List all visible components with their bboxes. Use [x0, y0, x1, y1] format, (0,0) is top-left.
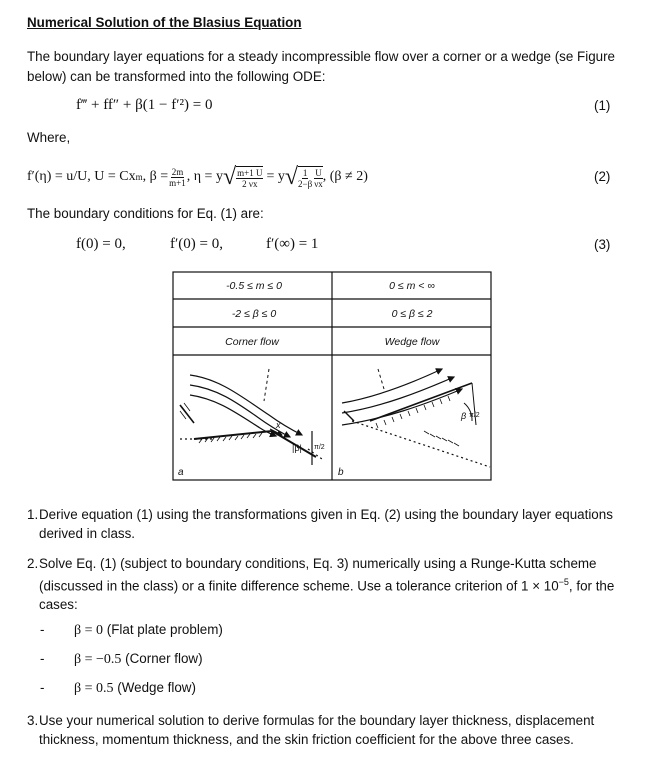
case-dash: -	[40, 622, 45, 637]
question-2-exponent: −5	[558, 577, 569, 587]
equation-1-number: (1)	[594, 98, 611, 113]
bc-label: The boundary conditions for Eq. (1) are:	[27, 206, 264, 221]
sqrt2-f1-den: 2−β	[298, 178, 313, 189]
question-3-text: Use your numerical solution to derive formulas for the boundary layer thickness, displacement thickness, momentum thickness, and the skin friction coefficient for the above three cases.	[39, 713, 595, 747]
case-item	[0, 680, 667, 700]
question-2-number: 2.	[27, 556, 39, 571]
where-label: Where,	[27, 130, 71, 145]
x-axis-label: x	[276, 420, 281, 430]
beta-fraction	[169, 167, 186, 188]
equation-3-bc3: f′(∞) = 1	[266, 236, 319, 252]
sqrt1-den: 2 νx	[242, 178, 258, 189]
left-range-beta: -2 ≤ β ≤ 0	[231, 308, 277, 320]
case-dash: -	[40, 651, 45, 666]
sqrt2-f2-den: νx	[314, 178, 323, 189]
intro-paragraph: The boundary layer equations for a steady incompressible flow over a corner or a wedge (se Figure below) can be transformed into the following ODE:	[27, 49, 616, 84]
wedge-flow-caption: Wedge flow	[384, 336, 440, 348]
sqrt1-num: m+1 U	[237, 167, 263, 178]
eq2-part4: , (β ≠ 2)	[322, 169, 368, 184]
case-desc: (Corner flow)	[125, 651, 203, 666]
case-desc: (Flat plate problem)	[106, 622, 223, 637]
beta-fraction-num: 2m	[171, 166, 184, 177]
left-range-m: -0.5 ≤ m ≤ 0	[226, 280, 282, 292]
right-range-m: 0 ≤ m < ∞	[389, 280, 435, 292]
case-text	[74, 622, 223, 639]
equation-3-number: (3)	[594, 237, 611, 252]
equation-2	[27, 160, 368, 194]
question-2	[27, 554, 627, 614]
equation-3-bc2: f′(0) = 0,	[170, 236, 223, 252]
case-text	[74, 680, 196, 697]
left-pi-half: π/2	[314, 444, 325, 451]
eq2-part1: f′(η) = u/U, U = Cx	[27, 169, 136, 184]
equation-3-bc1: f(0) = 0,	[76, 236, 126, 252]
case-desc: (Wedge flow)	[117, 680, 196, 695]
case-beta: β = 0	[74, 623, 104, 638]
table-grid	[173, 272, 491, 480]
wedge-flow-diagram	[342, 369, 490, 467]
eq2-part3: , η = y	[186, 169, 223, 184]
question-1-text: Derive equation (1) using the transformations given in Eq. (2) using the boundary layer equations derived in class.	[39, 507, 613, 541]
case-beta: β = 0.5	[74, 681, 114, 696]
corner-flow-caption: Corner flow	[225, 336, 279, 348]
right-range-beta: 0 ≤ β ≤ 2	[391, 308, 433, 320]
equation-1: f‴ + ff″ + β(1 − f′²) = 0	[76, 97, 213, 113]
question-2-text-a: Solve Eq. (1) (subject to boundary conditions, Eq. 3) numerically using a Runge-Kutta scheme (discussed in the class) or a finite difference scheme. Use a tolerance criterion of 1 × 10	[39, 556, 597, 594]
flow-figure-svg	[172, 271, 492, 481]
sqrt-term-1: √ $\frac{m+1 U}{2 \nu x}$	[222, 164, 263, 190]
eq2-eq-sign: = y	[266, 169, 285, 184]
right-panel-label: b	[338, 467, 344, 478]
case-beta: β = −0.5	[74, 652, 122, 667]
question-3-number: 3.	[27, 713, 39, 728]
beta-fraction-den: m+1	[169, 177, 186, 188]
question-2-text-b: , for the cases:	[39, 578, 615, 613]
case-dash: -	[40, 680, 45, 695]
case-item	[0, 651, 667, 671]
eq2-part2: , β =	[142, 169, 169, 184]
case-item	[0, 622, 667, 642]
question-1	[27, 505, 627, 543]
sqrt-term-2: √ $\frac{1}{2-\beta}$ $\frac{U}{\nu x}$	[284, 164, 323, 190]
right-pi-half: π/2	[469, 412, 480, 419]
sqrt2-f1-num: 1	[302, 167, 308, 178]
equation-2-number: (2)	[594, 169, 611, 184]
sqrt2-f2-num: U	[315, 167, 322, 178]
eq2-m-exponent: m	[135, 172, 143, 182]
left-panel-label: a	[178, 467, 184, 478]
question-1-number: 1.	[27, 507, 39, 522]
question-3	[27, 711, 627, 749]
case-text	[74, 651, 203, 668]
page-title: Numerical Solution of the Blasius Equation	[27, 15, 302, 30]
flow-figure	[172, 271, 492, 481]
question-2-text	[27, 554, 627, 614]
left-beta-mark: |β|	[292, 443, 302, 453]
right-beta-mark: β	[461, 411, 467, 421]
